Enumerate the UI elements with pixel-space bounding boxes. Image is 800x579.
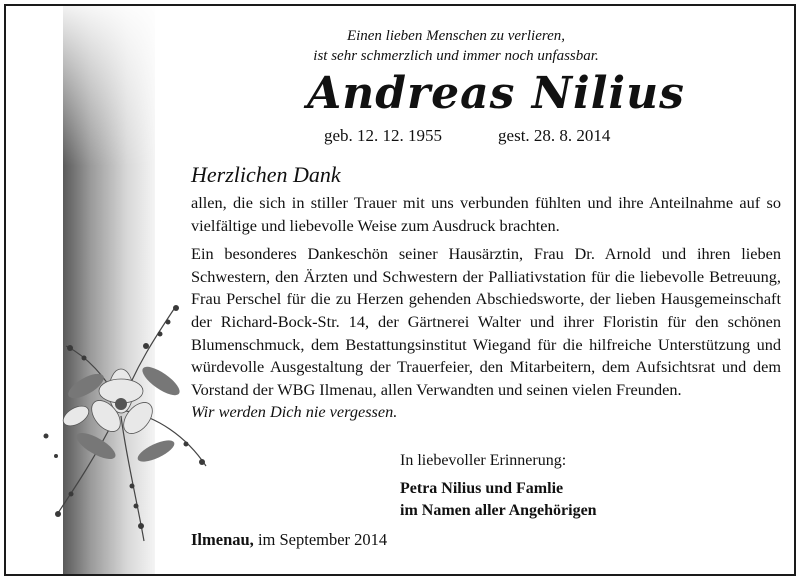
deceased-name: Andreas Nilius [307, 68, 685, 119]
obituary-frame [4, 4, 796, 576]
birth-date: geb. 12. 12. 1955 [324, 126, 443, 145]
death-date: gest. 28. 8. 2014 [498, 126, 611, 145]
paragraph-1: allen, die sich in stiller Trauer mit uns verbunden fühlten und ihre Anteilnahme auf so vielfältige und liebevolle Weise zum Ausdruck brachten. [191, 193, 781, 235]
signature-line-2: im Namen aller Angehörigen [400, 502, 597, 519]
thanks-heading: Herzlichen Dank [191, 162, 341, 187]
life-dates [324, 126, 610, 146]
signature-intro: In liebevoller Erinnerung: [400, 452, 567, 469]
signature-names [400, 478, 597, 522]
motto-line-1: Einen lieben Menschen zu verlieren, [346, 28, 566, 44]
motto-line-2: ist sehr schmerzlich und immer noch unfassbar. [313, 48, 599, 64]
flower-bouquet-illustration [26, 286, 216, 546]
thanks-text [191, 192, 781, 424]
place-date [191, 530, 387, 550]
place-month: im September 2014 [257, 530, 388, 549]
place-city: Ilmenau, [191, 530, 254, 549]
motto-quote [256, 26, 656, 66]
signature-block [400, 450, 597, 522]
signature-line-1: Petra Nilius und Famlie [400, 480, 564, 497]
closing-line: Wir werden Dich nie vergessen. [191, 402, 398, 422]
paragraph-2: Ein besonderes Dankeschön seiner Hausärztin, Frau Dr. Arnold und ihren lieben Schwestern, den Ärzten und Schwestern der Palliativstation für die liebevolle Betreuung, Frau Perschel für die zu Herzen gehenden Abschiedsworte, der lieben Hausgemeinschaft der Richard-Bock-Str. 14, der Gärtnerei Walter und ihrer Floristin für den schönen Blumenschmuck, dem Bestattungsinstitut Wiegand für die hilfreiche Unterstützung und würdevolle Ausgestaltung der Trauerfeier, den Mitarbeitern, dem Aufsichtsrat und dem Vorstand der WBG Ilmenau, allen Verwandten und seinen vielen Freunden. [191, 244, 781, 399]
